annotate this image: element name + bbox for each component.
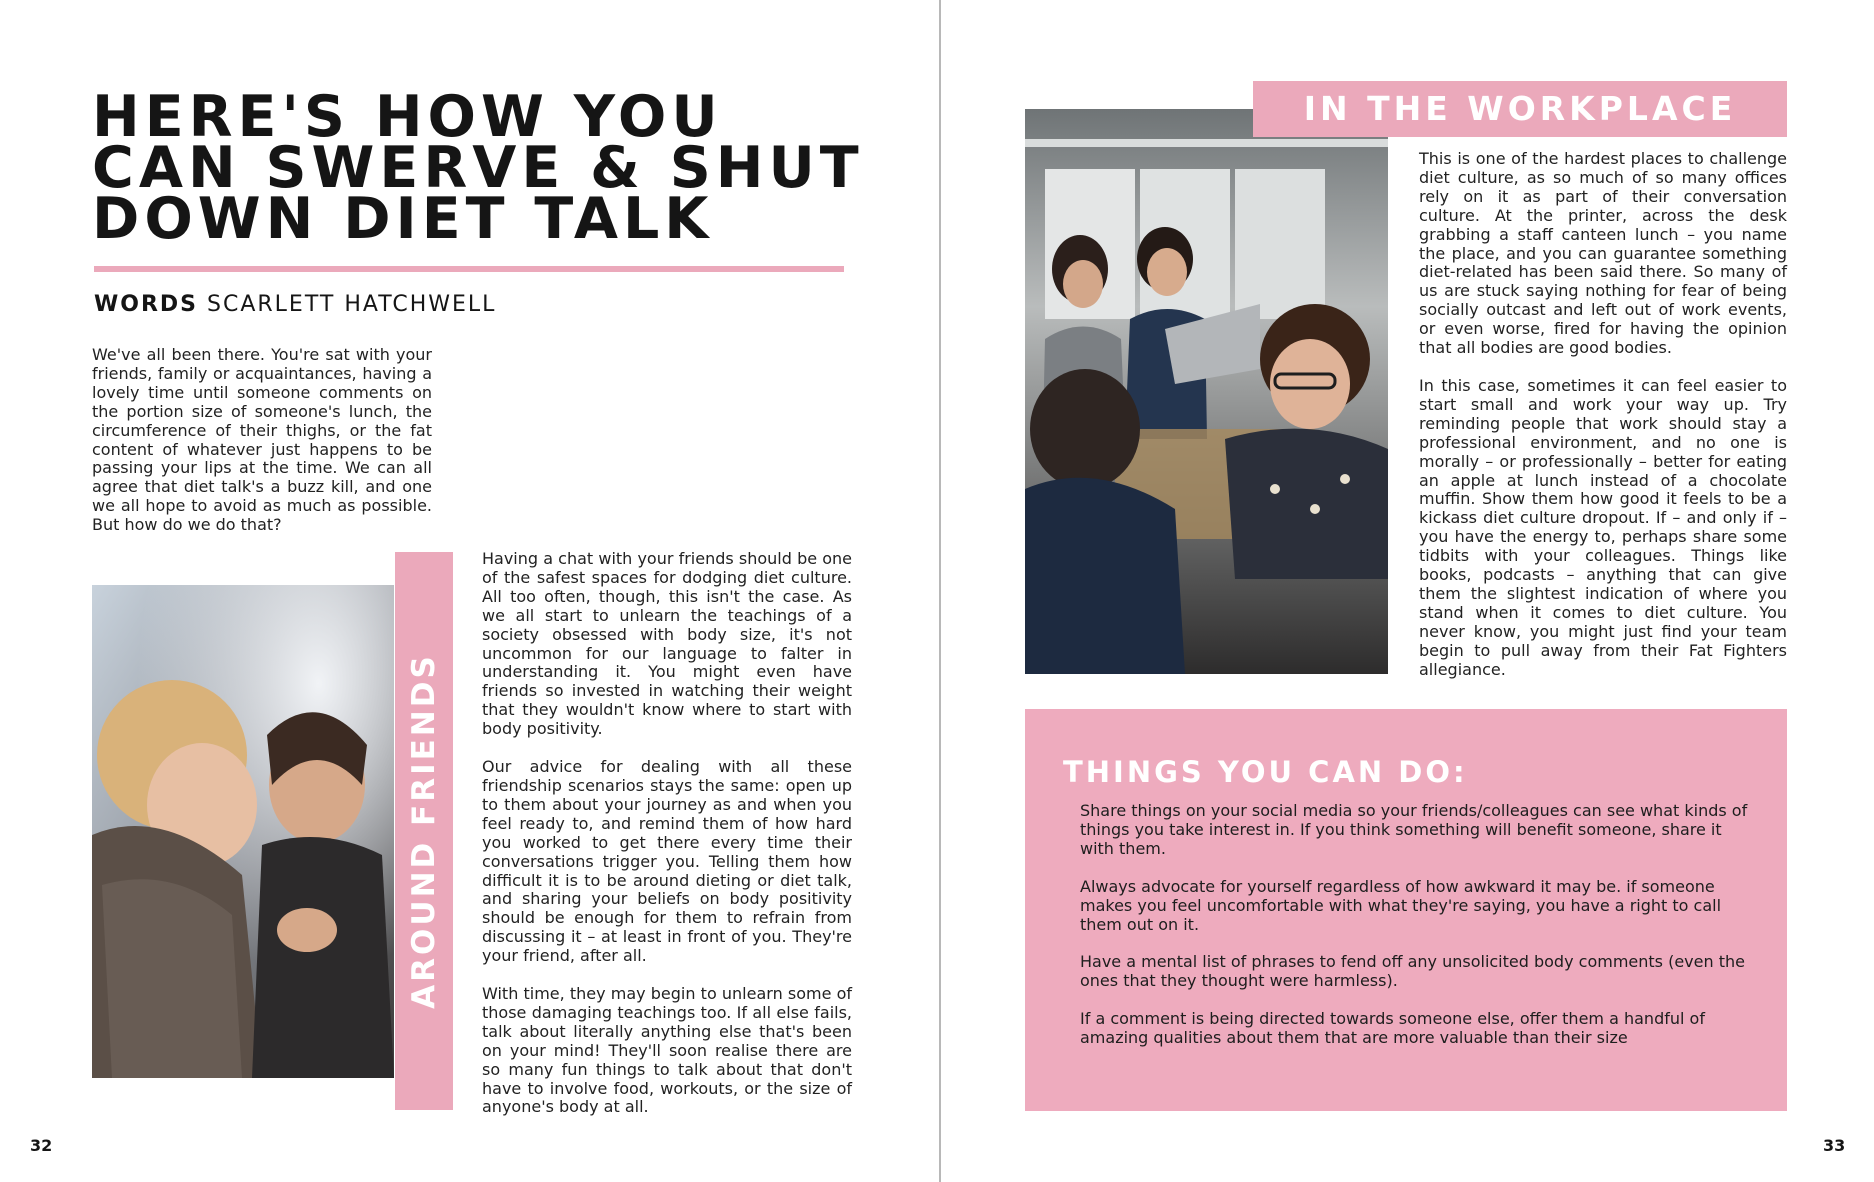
headline-underline [94, 266, 844, 272]
byline-author: SCARLETT HATCHWELL [207, 292, 497, 317]
list-item: Share things on your social media so your friends/colleagues can see what kinds of things you take interest in. If you think something will benefit someone, share it with them. [1080, 801, 1748, 858]
workplace-photo [1025, 109, 1388, 674]
intro-paragraph: We've all been there. You're sat with your friends, family or acquaintances, having a lovely time until someone comments on the portion size of someone's lunch, the circumference of their thighs, or the fat content of whatever just happens to be passing your lips at the time. We can all agree that diet talk's a buzz kill, and one we all hope to avoid as much as possible. But how do we do that? [92, 345, 432, 535]
workplace-paragraph: In this case, sometimes it can feel easier to start small and work your way up. Try reminding people that work should stay a professional environment, and no one is morally – or professionally – better for eating an apple at lunch instead of a chocolate muffin. Show them how good it feels to be a kickass diet culture dropout. If – and only if – you have the energy to, perhaps share some tidbits with your colleagues. Things like books, podcasts – anything that can give them the slightest indication of where you stand when it comes to diet culture. You never know, you might just find your team begin to pull away from their Fat Fighters allegiance. [1419, 375, 1787, 679]
list-item: Have a mental list of phrases to fend off any unsolicited body comments (even the ones that they thought were harmless). [1080, 952, 1745, 991]
byline-label: WORDS [94, 292, 199, 317]
around-friends-label: AROUND FRIENDS [406, 653, 442, 1009]
things-you-can-do-box [1025, 709, 1787, 1111]
friends-column [482, 550, 852, 1117]
friends-paragraph: Having a chat with your friends should be one of the safest spaces for dodging diet culture. All too often, though, this isn't the case. As we all start to unlearn the teachings of a society obsessed with body size, it's not uncommon for our language to falter in understanding it. You might even have friends so invested in watching their weight that they wouldn't know where to start with body positivity. [482, 549, 852, 739]
page-number-right: 33 [1823, 1136, 1846, 1155]
list-item: If a comment is being directed towards someone else, offer them a handful of amazing qualities about them that are more valuable than their size [1080, 1009, 1705, 1048]
page-number-left: 32 [30, 1136, 53, 1155]
byline [94, 292, 496, 317]
around-friends-banner [395, 552, 453, 1110]
list-item: Always advocate for yourself regardless of how awkward it may be. if someone makes you feel uncomfortable with what they're saying, you have a right to call them out on it. [1080, 876, 1722, 934]
article-headline: HERE'S HOW YOU CAN SWERVE & SHUT DOWN DIET TALK [92, 84, 864, 252]
friends-paragraph: Our advice for dealing with all these friendship scenarios stays the same: open up to them about your journey as and when you feel ready to, and remind them of how hard you worked to get there every time their conversations trigger you. Telling them how difficult it is to be around dieting or diet talk, and sharing your beliefs on body positivity should be enough for them to refrain from discussing it – at least in front of you. They're your friend, after all. [482, 757, 852, 966]
things-list [1080, 802, 1755, 1067]
friends-paragraph: With time, they may begin to unlearn some of those damaging teachings too. If all else fails, talk about literally anything else that's been on your mind! They'll soon realise there are so many fun things to talk about that don't have to involve food, workouts, or the size of anyone's body at all. [482, 984, 852, 1117]
spread-spine [939, 0, 941, 1182]
workplace-column [1419, 150, 1787, 679]
workplace-banner: IN THE WORKPLACE [1253, 81, 1787, 137]
things-title: THINGS YOU CAN DO: [1063, 755, 1468, 789]
workplace-paragraph: This is one of the hardest places to challenge diet culture, as so much of so many offices rely on it as part of their conversation culture. At the printer, across the desk grabbing a staff canteen lunch – you name the place, and you can guarantee something diet-related has been said there. So many of us are stuck saying nothing for fear of being socially outcast and left out of work events, or even worse, fired for having the opinion that all bodies are good bodies. [1419, 149, 1787, 358]
friends-photo [92, 585, 394, 1078]
